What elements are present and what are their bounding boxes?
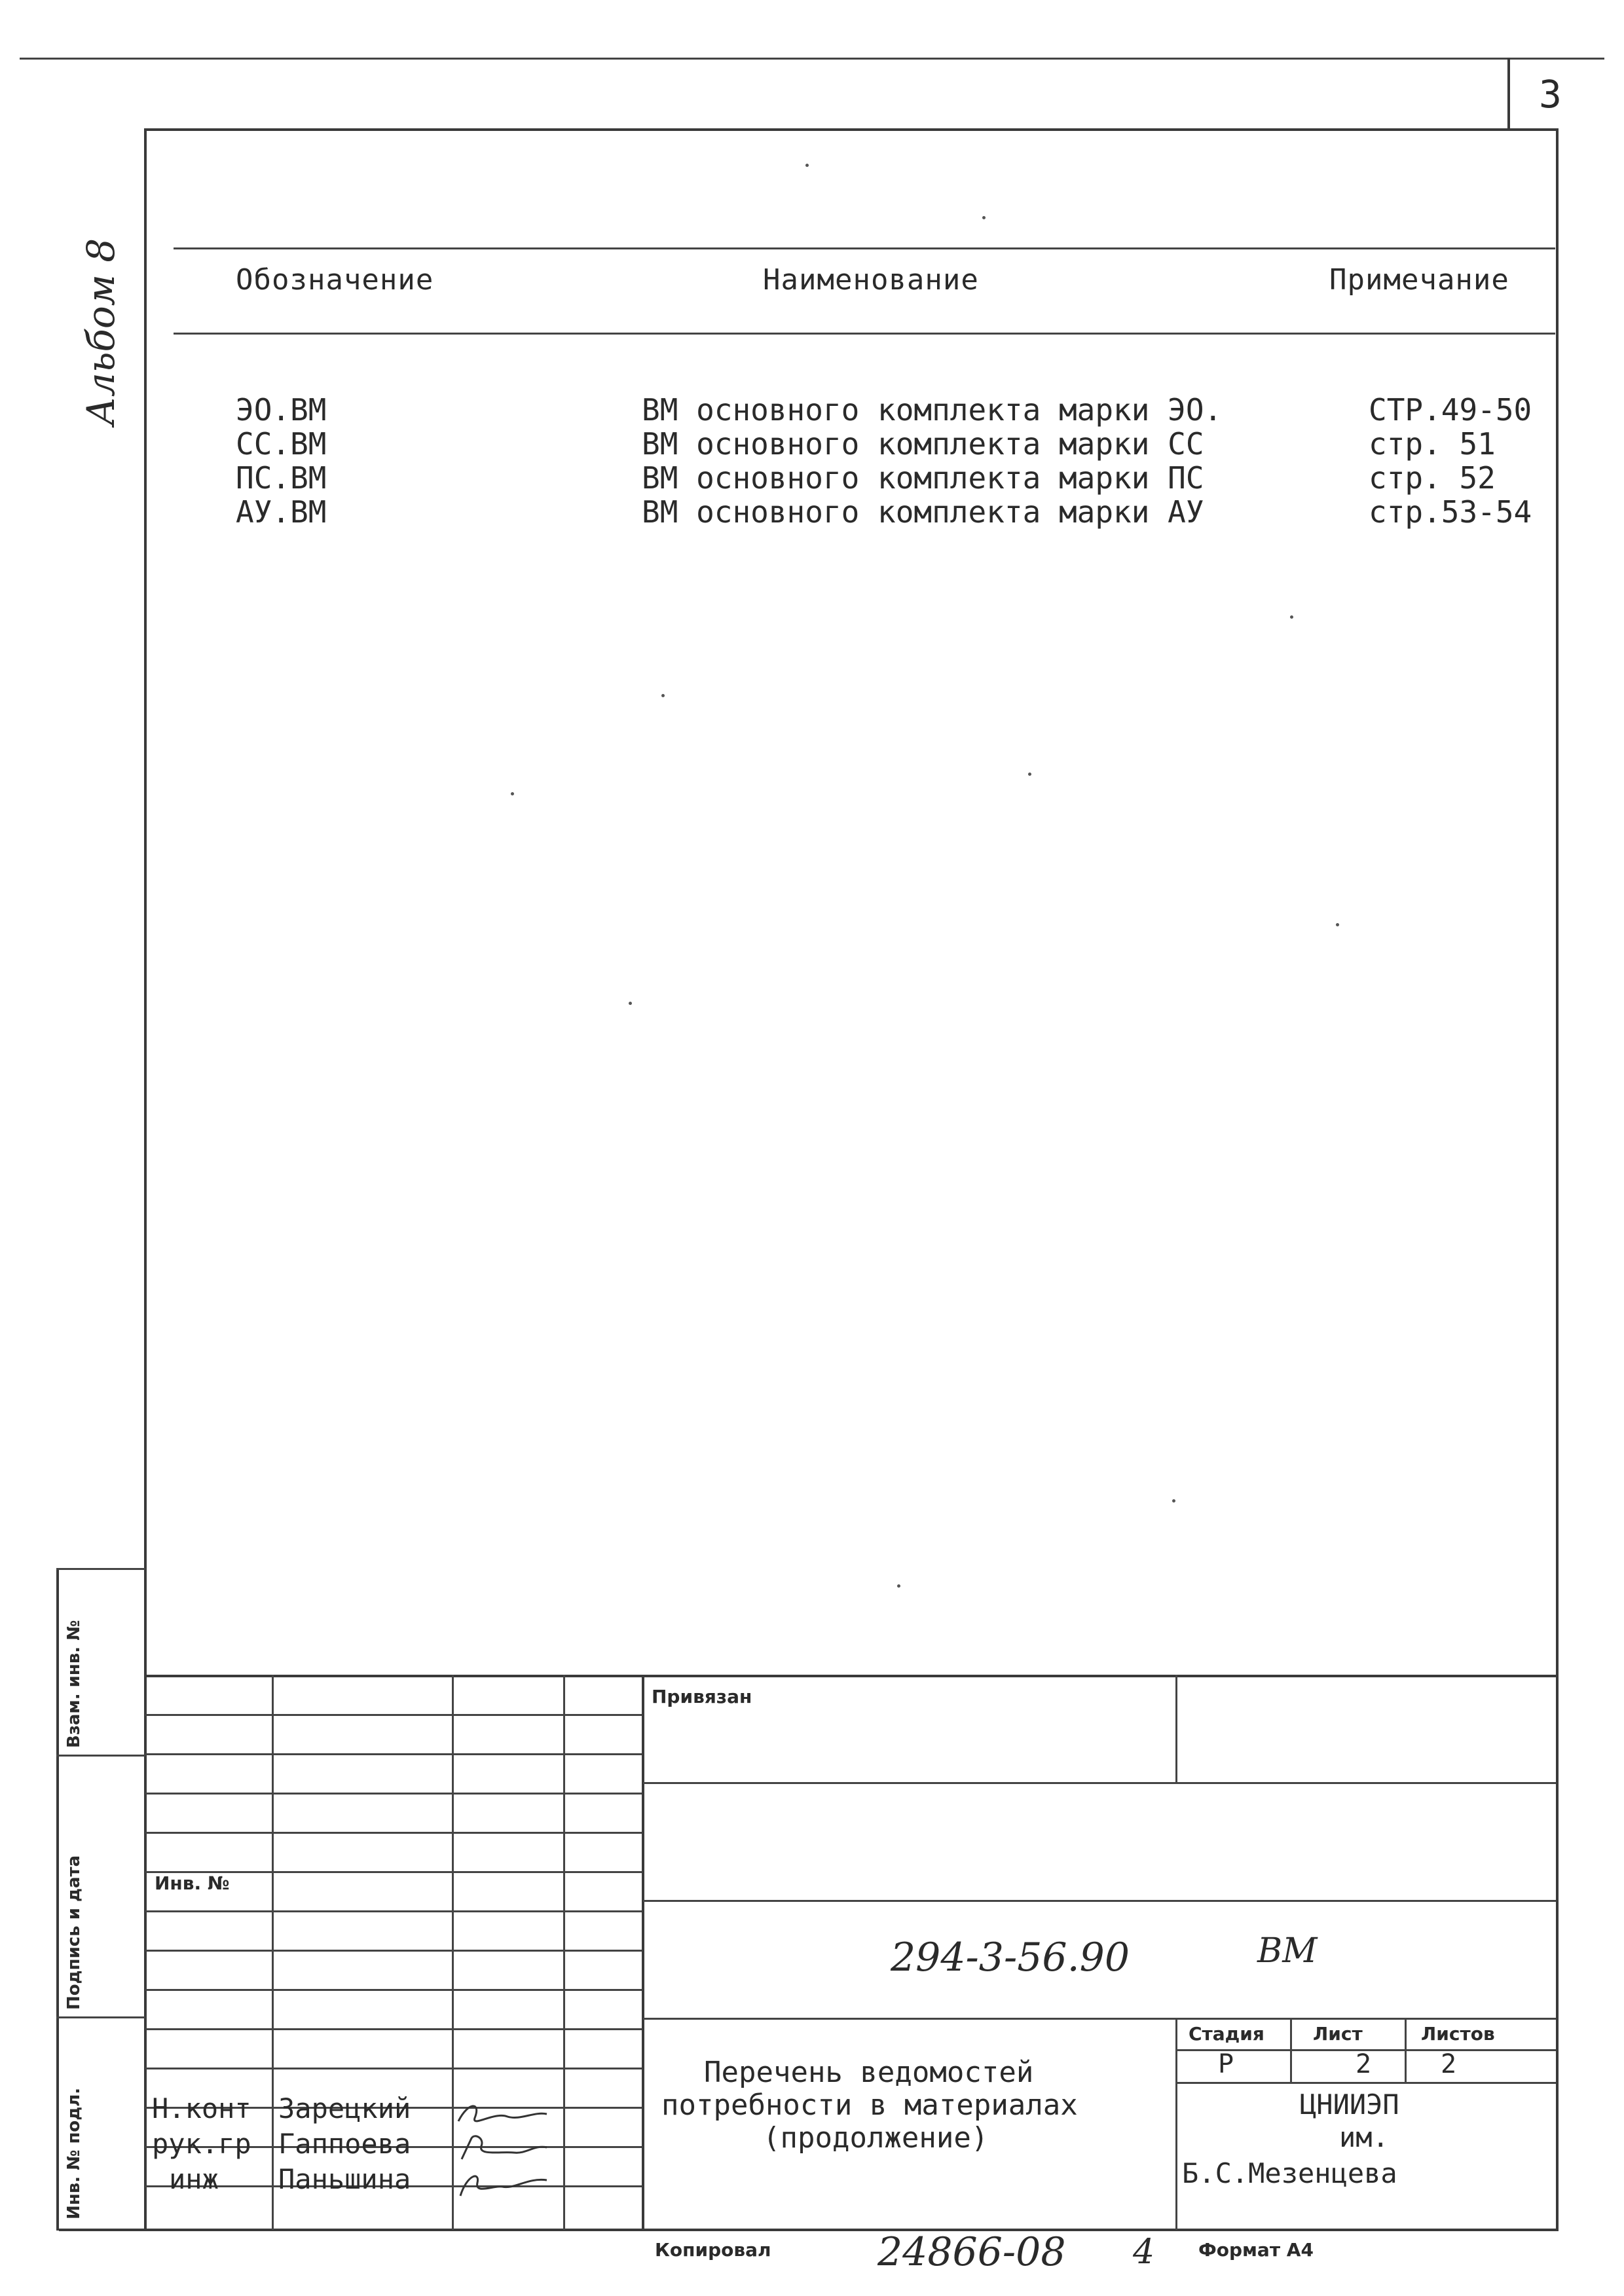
header-rule-bottom xyxy=(174,333,1555,335)
scan-speck xyxy=(1290,615,1293,619)
privyazan-divider xyxy=(1175,1675,1177,1783)
tb-stage-col-1 xyxy=(1290,2018,1292,2082)
stage-label: Стадия xyxy=(1189,2023,1264,2045)
tb-row-2 xyxy=(643,1900,1556,1902)
person-name: Зарецкий xyxy=(278,2092,411,2124)
doc-code: 294-3-56.90 xyxy=(891,1935,1130,1980)
footer-format: Формат А4 xyxy=(1198,2239,1314,2261)
side-column-top xyxy=(56,1568,145,1570)
scan-speck xyxy=(511,792,514,795)
grid-row xyxy=(145,1989,642,1991)
row-note: стр. 51 xyxy=(1369,426,1496,462)
header-rule-top xyxy=(174,247,1555,249)
header-note: Примечание xyxy=(1329,263,1509,297)
header-designation: Обозначение xyxy=(236,263,434,297)
scan-speck xyxy=(982,216,986,219)
org-line3: Б.С.Мезенцева xyxy=(1182,2157,1397,2189)
stage-value: Р xyxy=(1218,2049,1234,2079)
grid-row xyxy=(145,1714,642,1716)
sheet-label: Лист xyxy=(1313,2023,1363,2045)
row-name: ВМ основного комплекта марки СС xyxy=(642,426,1204,462)
tb-stage-col-2 xyxy=(1405,2018,1407,2082)
frame-right xyxy=(1556,128,1559,2230)
signature-1 xyxy=(455,2098,553,2131)
row-note: стр. 52 xyxy=(1369,460,1496,496)
person-role: инж xyxy=(169,2163,219,2195)
scan-speck xyxy=(897,1584,900,1588)
row-designation: АУ.ВМ xyxy=(236,494,327,530)
album-label: Альбом 8 xyxy=(79,238,123,426)
person-role: рук.гр xyxy=(152,2128,251,2160)
scan-speck xyxy=(805,164,809,167)
row-name: ВМ основного комплекта марки ЭО. xyxy=(642,392,1223,428)
titleblock-top xyxy=(144,1675,1557,1677)
tb-row-1 xyxy=(643,1782,1556,1784)
doc-title-line3: (продолжение) xyxy=(763,2121,989,2155)
frame-bottom xyxy=(59,2229,1559,2231)
org-line2: им. xyxy=(1339,2121,1389,2153)
footer-sub: 4 xyxy=(1133,2232,1155,2272)
row-note: стр.53-54 xyxy=(1369,494,1532,530)
person-name: Гаппоева xyxy=(278,2128,411,2160)
page-number: 3 xyxy=(1539,72,1562,117)
scan-speck xyxy=(1172,1499,1175,1503)
top-rule xyxy=(20,58,1604,60)
side-label-inv-sub: Инв. № подл. xyxy=(64,2087,84,2219)
doc-title-line2: потребности в материалах xyxy=(661,2088,1078,2122)
signature-2 xyxy=(455,2133,553,2166)
row-name: ВМ основного комплекта марки ПС xyxy=(642,460,1204,496)
frame-top xyxy=(144,128,1559,131)
person-role: Н.конт xyxy=(152,2092,251,2124)
scan-speck xyxy=(1028,773,1031,776)
side-column-left xyxy=(56,1568,59,2231)
side-label-sign-date: Подпись и дата xyxy=(64,1855,84,2010)
side-label-vzam: Взам. инв. № xyxy=(64,1620,84,1748)
grid-row xyxy=(145,1832,642,1834)
grid-row xyxy=(145,2028,642,2030)
doc-title-line1: Перечень ведомостей xyxy=(704,2056,1034,2089)
grid-row xyxy=(145,1910,642,1912)
privyazan-label: Привязан xyxy=(652,1686,752,1707)
tb-stage-row-2 xyxy=(1175,2082,1556,2084)
titleblock-main-divider xyxy=(642,1675,644,2230)
grid-row xyxy=(145,1950,642,1952)
tb-row-3 xyxy=(643,2018,1556,2020)
footer-copied: Копировал xyxy=(655,2239,771,2261)
scan-speck xyxy=(1336,923,1339,926)
sheets-label: Листов xyxy=(1421,2023,1495,2045)
footer-number: 24866-08 xyxy=(877,2229,1066,2275)
scan-speck xyxy=(661,694,665,697)
scan-speck xyxy=(629,1002,632,1005)
org-line1: ЦНИИЭП xyxy=(1300,2088,1399,2121)
signature-3 xyxy=(455,2168,553,2201)
side-divider-2 xyxy=(56,2016,145,2018)
sheets-value: 2 xyxy=(1441,2049,1457,2079)
doc-mark: ВМ xyxy=(1257,1931,1318,1971)
person-name: Паньшина xyxy=(278,2163,411,2195)
page-number-box-divider xyxy=(1507,58,1510,130)
frame-left xyxy=(144,128,147,2230)
inv-no-label: Инв. № xyxy=(155,1872,230,1894)
header-name: Наименование xyxy=(763,263,979,297)
row-designation: СС.ВМ xyxy=(236,426,327,462)
grid-row xyxy=(145,1793,642,1795)
side-divider-1 xyxy=(56,1755,145,1757)
grid-row xyxy=(145,1753,642,1755)
row-designation: ЭО.ВМ xyxy=(236,392,327,428)
sheet-value: 2 xyxy=(1356,2049,1372,2079)
row-note: СТР.49-50 xyxy=(1369,392,1532,428)
row-designation: ПС.ВМ xyxy=(236,460,327,496)
grid-row xyxy=(145,2068,642,2069)
row-name: ВМ основного комплекта марки АУ xyxy=(642,494,1204,530)
